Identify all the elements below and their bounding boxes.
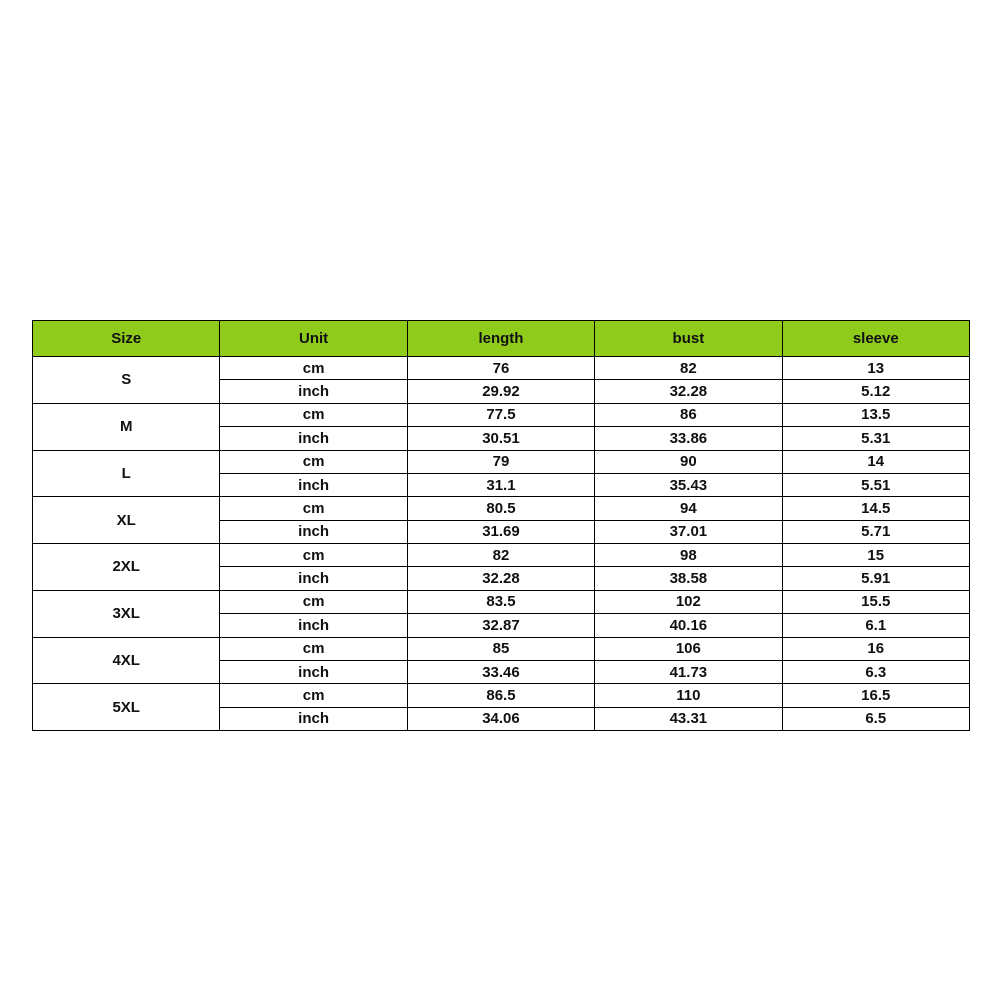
length-cell: 31.69 <box>407 520 594 543</box>
bust-cell: 82 <box>595 357 782 380</box>
sleeve-cell: 14 <box>782 450 969 473</box>
unit-cell: inch <box>220 427 407 450</box>
bust-cell: 41.73 <box>595 660 782 683</box>
unit-cell: cm <box>220 637 407 660</box>
size-label-cell: XL <box>33 497 220 544</box>
header-size: Size <box>33 321 220 357</box>
unit-cell: inch <box>220 707 407 730</box>
length-cell: 83.5 <box>407 590 594 613</box>
length-cell: 33.46 <box>407 660 594 683</box>
sleeve-cell: 5.71 <box>782 520 969 543</box>
table-row <box>33 590 970 613</box>
bust-cell: 37.01 <box>595 520 782 543</box>
sleeve-cell: 15 <box>782 544 969 567</box>
bust-cell: 86 <box>595 403 782 426</box>
bust-cell: 98 <box>595 544 782 567</box>
table-row <box>33 544 970 567</box>
sleeve-cell: 13.5 <box>782 403 969 426</box>
sleeve-cell: 15.5 <box>782 590 969 613</box>
length-cell: 32.28 <box>407 567 594 590</box>
size-label-cell: 5XL <box>33 684 220 731</box>
unit-cell: cm <box>220 684 407 707</box>
unit-cell: cm <box>220 357 407 380</box>
sleeve-cell: 16 <box>782 637 969 660</box>
length-cell: 30.51 <box>407 427 594 450</box>
sleeve-cell: 13 <box>782 357 969 380</box>
sleeve-cell: 16.5 <box>782 684 969 707</box>
unit-cell: cm <box>220 450 407 473</box>
length-cell: 86.5 <box>407 684 594 707</box>
sleeve-cell: 6.1 <box>782 614 969 637</box>
bust-cell: 106 <box>595 637 782 660</box>
table-row <box>33 637 970 660</box>
length-cell: 32.87 <box>407 614 594 637</box>
header-unit: Unit <box>220 321 407 357</box>
sleeve-cell: 5.31 <box>782 427 969 450</box>
bust-cell: 90 <box>595 450 782 473</box>
sleeve-cell: 5.51 <box>782 473 969 496</box>
unit-cell: cm <box>220 590 407 613</box>
unit-cell: inch <box>220 380 407 403</box>
unit-cell: cm <box>220 497 407 520</box>
length-cell: 76 <box>407 357 594 380</box>
size-label-cell: S <box>33 357 220 404</box>
size-label-cell: 3XL <box>33 590 220 637</box>
bust-cell: 102 <box>595 590 782 613</box>
length-cell: 79 <box>407 450 594 473</box>
size-label-cell: 2XL <box>33 544 220 591</box>
size-label-cell: 4XL <box>33 637 220 684</box>
header-sleeve: sleeve <box>782 321 969 357</box>
table-row <box>33 357 970 380</box>
bust-cell: 38.58 <box>595 567 782 590</box>
unit-cell: inch <box>220 614 407 637</box>
size-label-cell: M <box>33 403 220 450</box>
header-length: length <box>407 321 594 357</box>
length-cell: 80.5 <box>407 497 594 520</box>
unit-cell: inch <box>220 567 407 590</box>
table-row <box>33 450 970 473</box>
bust-cell: 43.31 <box>595 707 782 730</box>
unit-cell: cm <box>220 544 407 567</box>
length-cell: 29.92 <box>407 380 594 403</box>
header-bust: bust <box>595 321 782 357</box>
sleeve-cell: 14.5 <box>782 497 969 520</box>
table-header-row <box>33 321 970 357</box>
table-row <box>33 684 970 707</box>
unit-cell: inch <box>220 473 407 496</box>
unit-cell: inch <box>220 660 407 683</box>
length-cell: 82 <box>407 544 594 567</box>
sleeve-cell: 5.91 <box>782 567 969 590</box>
unit-cell: inch <box>220 520 407 543</box>
size-label-cell: L <box>33 450 220 497</box>
length-cell: 34.06 <box>407 707 594 730</box>
sleeve-cell: 6.3 <box>782 660 969 683</box>
table-row <box>33 497 970 520</box>
bust-cell: 40.16 <box>595 614 782 637</box>
length-cell: 31.1 <box>407 473 594 496</box>
length-cell: 85 <box>407 637 594 660</box>
size-chart-table <box>32 320 970 731</box>
table-row <box>33 403 970 426</box>
bust-cell: 35.43 <box>595 473 782 496</box>
bust-cell: 33.86 <box>595 427 782 450</box>
bust-cell: 32.28 <box>595 380 782 403</box>
sleeve-cell: 6.5 <box>782 707 969 730</box>
length-cell: 77.5 <box>407 403 594 426</box>
bust-cell: 110 <box>595 684 782 707</box>
sleeve-cell: 5.12 <box>782 380 969 403</box>
bust-cell: 94 <box>595 497 782 520</box>
table-body <box>33 357 970 731</box>
unit-cell: cm <box>220 403 407 426</box>
